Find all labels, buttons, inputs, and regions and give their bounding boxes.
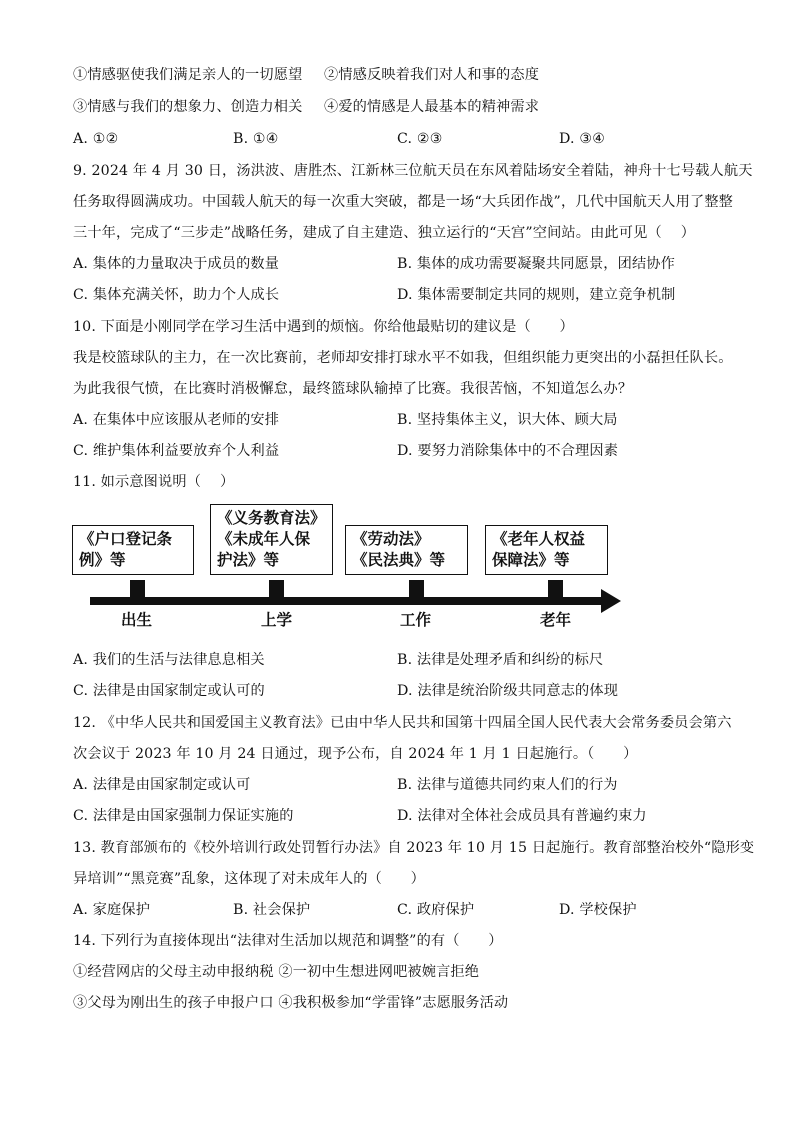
q9-option-d: D. 集体需要制定共同的规则，建立竞争机制 [397, 287, 676, 303]
q14-statements-line-1: ①经营网店的父母主动申报纳税 ②一初中生想进网吧被婉言拒绝 [73, 964, 480, 980]
box2-line-3: 护法》等 [217, 551, 280, 569]
q9-option-c: C. 集体充满关怀，助力个人成长 [73, 287, 280, 303]
q13-option-d: D. 学校保护 [559, 902, 637, 918]
q12-option-b: B. 法律与道德共同约束人们的行为 [397, 777, 618, 793]
box2-line-2: 《未成年人保 [217, 530, 311, 548]
box3-line-1: 《劳动法》 [352, 530, 430, 548]
box3-line-2: 《民法典》等 [352, 551, 446, 569]
q9-stem-line-3: 三十年，完成了“三步走”战略任务，建成了自主建造、独立运行的“天宫”空间站。由此可见（ ） [73, 225, 696, 241]
q10-option-a: A. 在集体中应该服从老师的安排 [73, 412, 280, 428]
q8-option-d: D. ③④ [559, 131, 606, 147]
timeline-axis [90, 597, 603, 605]
q11-option-a: A. 我们的生活与法律息息相关 [73, 652, 265, 668]
q10-passage-line-2: 为此我很气愤，在比赛时消极懈怠，最终篮球队输掉了比赛。我很苦恼，不知道怎么办？ [73, 381, 633, 397]
timeline-tick-3 [409, 580, 424, 597]
box1-line-2: 例》等 [79, 551, 126, 569]
q10-option-d: D. 要努力消除集体中的不合理因素 [397, 443, 619, 459]
life-law-timeline-diagram [70, 500, 630, 632]
timeline-tick-1 [130, 580, 145, 597]
box-labor-civil-code [345, 525, 468, 575]
q9-option-b: B. 集体的成功需要凝聚共同愿景，团结协作 [397, 256, 675, 272]
q11-option-b: B. 法律是处理矛盾和纠纷的标尺 [397, 652, 604, 668]
q13-option-b: B. 社会保护 [233, 902, 311, 918]
q12-option-a: A. 法律是由国家制定或认可 [73, 777, 251, 793]
q12-stem-line-2: 次会议于 2023 年 10 月 24 日通过，现予公布，自 2024 年 1 月 1 日起施行。（ ） [73, 746, 638, 762]
q8-option-b: B. ①④ [233, 131, 279, 147]
q14-statements-line-2: ③父母为刚出生的孩子申报户口 ④我积极参加“学雷锋”志愿服务活动 [73, 995, 509, 1011]
q12-option-c: C. 法律是由国家强制力保证实施的 [73, 808, 294, 824]
q9-stem-line-2: 任务取得圆满成功。中国载人航天的每一次重大突破，都是一场“大兵团作战”，几代中国航天人用了整整 [73, 194, 733, 210]
q11-stem: 11. 如示意图说明（ ） [73, 474, 235, 490]
q8-statement-1: ①情感驱使我们满足亲人的一切愿望 [73, 67, 303, 83]
box-household-registration-law [72, 525, 194, 575]
q8-statement-3: ③情感与我们的想象力、创造力相关 [73, 99, 303, 115]
timeline-tick-2 [269, 580, 284, 597]
box1-line-1: 《户口登记条 [79, 530, 173, 548]
q8-option-a: A. ①② [73, 131, 119, 147]
q12-option-d: D. 法律对全体社会成员具有普遍约束力 [397, 808, 647, 824]
q10-stem: 10. 下面是小刚同学在学习生活中遇到的烦恼。你给他最贴切的建议是（ ） [73, 319, 574, 335]
q13-stem-line-1: 13. 教育部颁布的《校外培训行政处罚暂行办法》自 2023 年 10 月 15 日起施行。教育部整治校外“隐形变 [73, 840, 755, 856]
q9-option-a: A. 集体的力量取决于成员的数量 [73, 256, 280, 272]
q13-option-c: C. 政府保护 [397, 902, 475, 918]
q14-stem: 14. 下列行为直接体现出“法律对生活加以规范和调整”的有（ ） [73, 933, 503, 949]
timeline-tick-4 [548, 580, 563, 597]
q8-option-c: C. ②③ [397, 131, 443, 147]
q10-option-b: B. 坚持集体主义，识大体、顾大局 [397, 412, 618, 428]
q10-passage-line-1: 我是校篮球队的主力，在一次比赛前，老师却安排打球水平不如我，但组织能力更突出的小磊担任队长。 [73, 350, 733, 366]
box-elderly-rights-law [485, 525, 608, 575]
q13-option-a: A. 家庭保护 [73, 902, 151, 918]
stage-work: 工作 [400, 611, 432, 629]
q8-statement-4: ④爱的情感是人最基本的精神需求 [324, 99, 540, 115]
q9-stem-line-1: 9. 2024 年 4 月 30 日，汤洪波、唐胜杰、江新林三位航天员在东风着陆场安全着陆，神舟十七号载人航天 [73, 163, 753, 179]
q10-option-c: C. 维护集体利益要放弃个人利益 [73, 443, 280, 459]
box-education-minors-law [210, 504, 333, 575]
box4-line-2: 保障法》等 [492, 551, 570, 569]
q13-stem-line-2: 异培训”“黑竞赛”乱象，这体现了对未成年人的（ ） [73, 871, 425, 887]
stage-school: 上学 [261, 611, 293, 629]
stage-old-age: 老年 [540, 611, 572, 629]
q11-option-d: D. 法律是统治阶级共同意志的体现 [397, 683, 619, 699]
stage-birth: 出生 [121, 611, 153, 629]
q8-statement-2: ②情感反映着我们对人和事的态度 [324, 67, 540, 83]
arrow-right-icon [601, 589, 621, 613]
box4-line-1: 《老年人权益 [492, 530, 586, 548]
q11-option-c: C. 法律是由国家制定或认可的 [73, 683, 265, 699]
q12-stem-line-1: 12. 《中华人民共和国爱国主义教育法》已由中华人民共和国第十四届全国人民代表大会常务委员会第六 [73, 715, 732, 731]
box2-line-1: 《义务教育法》 [217, 509, 326, 527]
